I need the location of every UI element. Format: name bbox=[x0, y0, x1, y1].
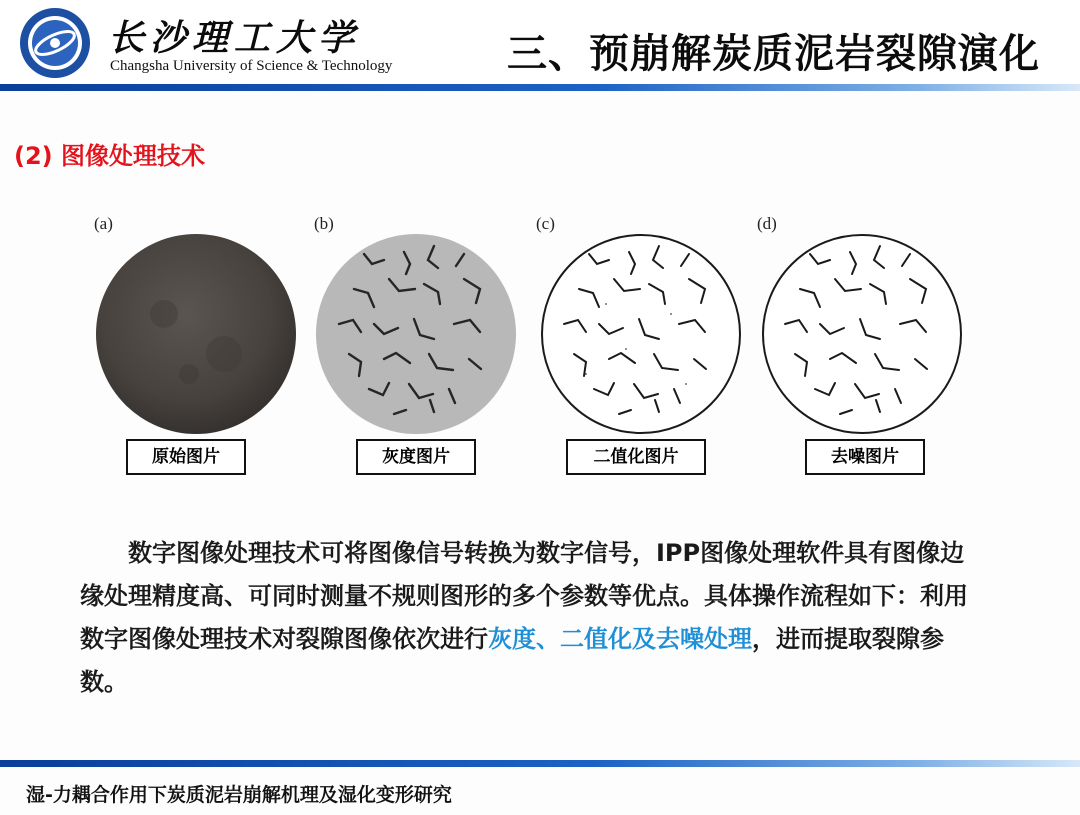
university-name-chinese: 长沙理工大学 bbox=[108, 17, 361, 59]
footer-divider bbox=[0, 760, 1080, 767]
section-heading: (2) 图像处理技术 bbox=[14, 142, 205, 170]
footer-project-title: 湿-力耦合作用下炭质泥岩崩解机理及湿化变形研究 bbox=[26, 784, 452, 806]
body-text-before: 数字图像处理技术可将图像信号转换为数字信号，IPP图像处理软件具有图像边缘处理精度高、可同时测量不规则图形的多个参数等优点。具体操作流程如下：利用数字图像处理技术对裂隙图像依次进行 bbox=[80, 539, 968, 653]
figure-grayscale bbox=[314, 210, 524, 480]
university-name-english: Changsha University of Science & Technology bbox=[110, 58, 393, 74]
panel-label-d: (d) bbox=[757, 214, 777, 233]
body-highlight: 灰度、二值化及去噪处理 bbox=[488, 625, 752, 653]
caption-binarized: 二值化图片 bbox=[566, 439, 706, 475]
header-divider bbox=[0, 84, 1080, 91]
panel-label-a: (a) bbox=[94, 214, 113, 233]
caption-original: 原始图片 bbox=[126, 439, 246, 475]
panel-label-b: (b) bbox=[314, 214, 334, 233]
body-paragraph bbox=[80, 532, 980, 704]
body-text-after: ，进而提取裂隙参数。 bbox=[80, 625, 944, 696]
denoised-crack-image bbox=[757, 234, 967, 434]
slide-header bbox=[0, 0, 1080, 92]
figure-binarized bbox=[536, 210, 746, 480]
original-sample-image bbox=[94, 234, 299, 434]
binarized-crack-image bbox=[536, 234, 746, 434]
slide-title: 三、预崩解炭质泥岩裂隙演化 bbox=[507, 31, 1040, 77]
panel-label-c: (c) bbox=[536, 214, 555, 233]
caption-denoised: 去噪图片 bbox=[805, 439, 925, 475]
university-seal-logo bbox=[18, 6, 92, 80]
grayscale-crack-image bbox=[314, 234, 519, 434]
figure-denoised bbox=[757, 210, 967, 480]
figure-original bbox=[94, 210, 304, 480]
caption-grayscale: 灰度图片 bbox=[356, 439, 476, 475]
